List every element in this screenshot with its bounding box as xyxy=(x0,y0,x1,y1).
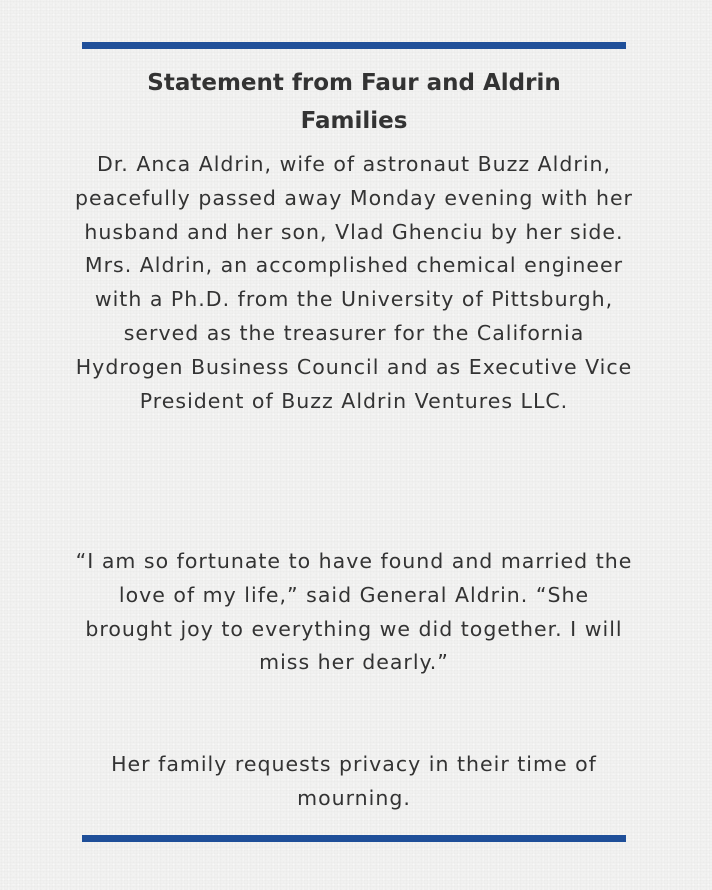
top-divider-rule xyxy=(82,42,626,49)
statement-paragraph-announcement: Dr. Anca Aldrin, wife of astronaut Buzz Aldrin, peacefully passed away Monday evening with her husband and her son, Vlad Ghenciu by her side. Mrs. Aldrin, an accomplished chemical engineer with a Ph.D. from the University of Pittsburgh, served as the treasurer for the California Hydrogen Business Council and as Executive Vice President of Buzz Aldrin Ventures LLC. xyxy=(75,152,633,413)
statement-paragraph-privacy: Her family requests privacy in their time of mourning. xyxy=(111,752,597,810)
statement-title: Statement from Faur and Aldrin Families xyxy=(147,70,561,134)
bottom-divider-rule xyxy=(82,835,626,842)
statement-paragraph-quote: “I am so fortunate to have found and married the love of my life,” said General Aldrin. “She brought joy to everything we did together. I will miss her dearly.” xyxy=(75,549,633,675)
